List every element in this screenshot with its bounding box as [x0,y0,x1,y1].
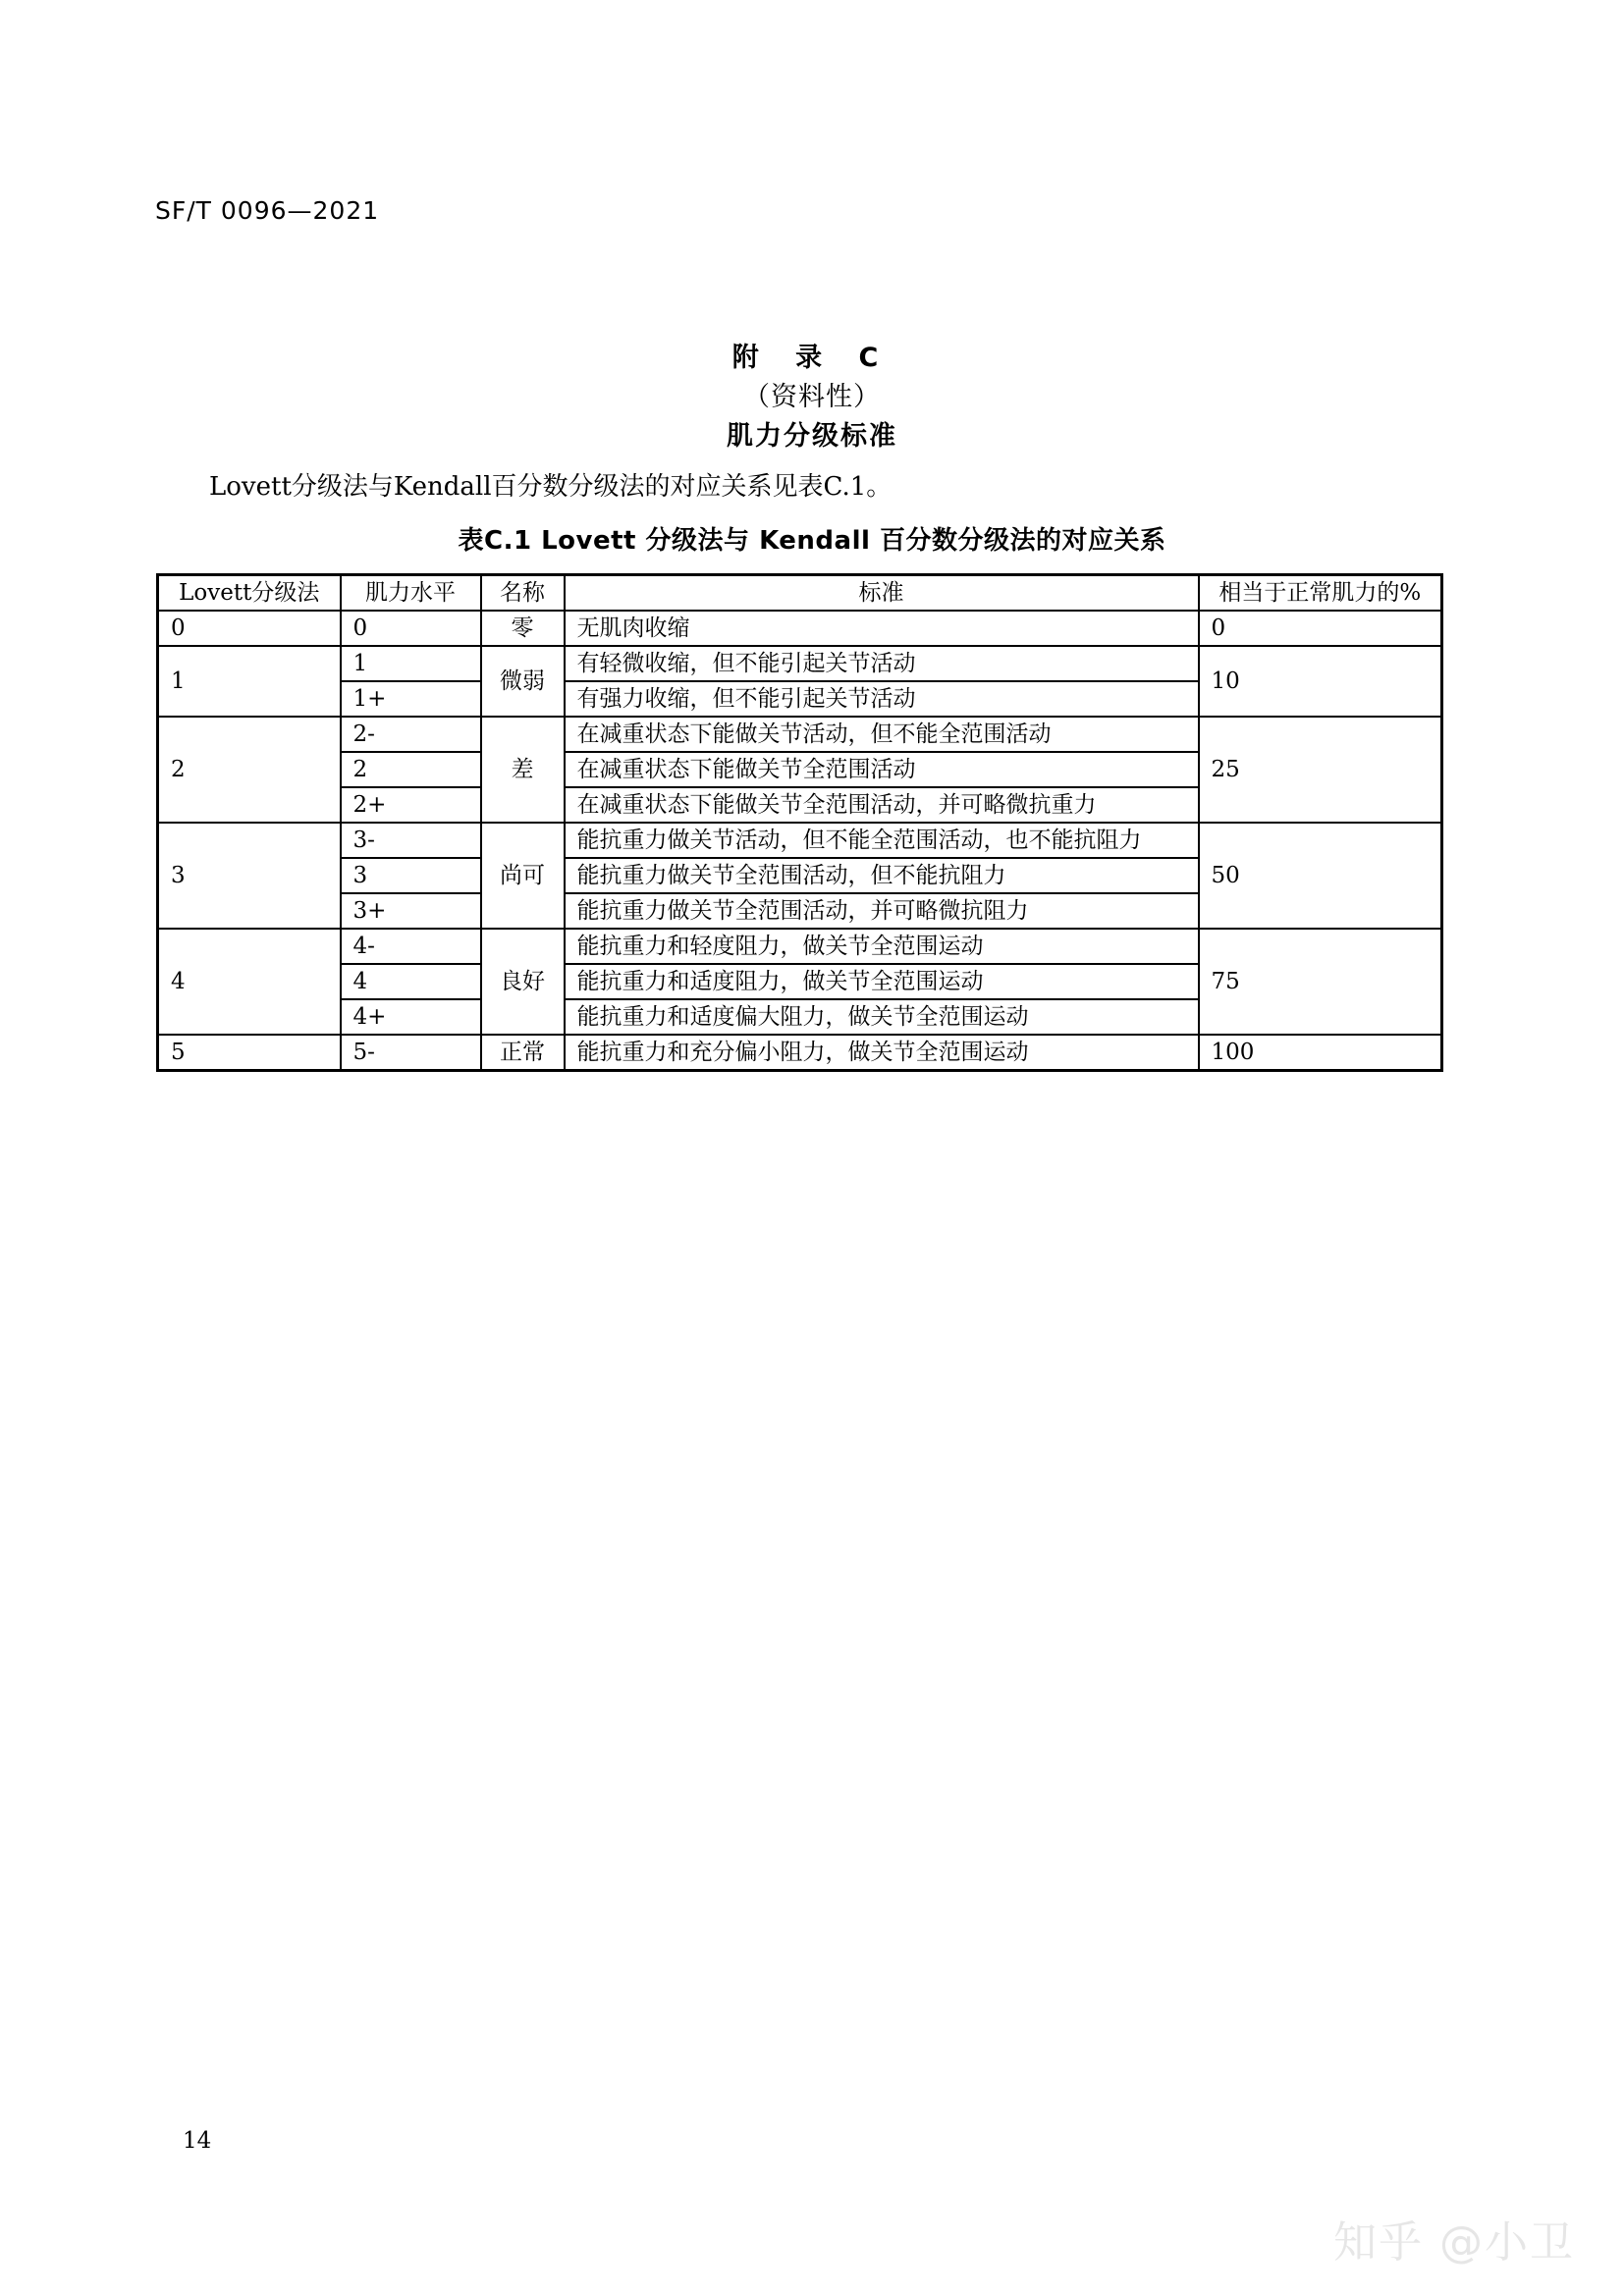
intro-paragraph: Lovett分级法与Kendall百分数分级法的对应关系见表C.1。 [209,472,893,502]
cell-standard: 能抗重力和充分偏小阻力，做关节全范围运动 [565,1035,1199,1071]
watermark: 知乎 @小卫 [1333,2217,1575,2268]
cell-standard: 有强力收缩，但不能引起关节活动 [565,681,1199,717]
cell-strength-level: 1+ [341,681,481,717]
table-row [158,823,1442,858]
table-row [158,717,1442,752]
cell-standard: 能抗重力做关节全范围活动，但不能抗阻力 [565,858,1199,893]
cell-strength-level: 4- [341,929,481,964]
cell-standard: 有轻微收缩，但不能引起关节活动 [565,646,1199,681]
cell-grade-name: 差 [481,717,565,823]
cell-percent: 10 [1199,646,1442,717]
table-header-row [158,575,1442,612]
table-row [158,1035,1442,1071]
column-header-percent: 相当于正常肌力的% [1199,575,1442,612]
cell-standard: 能抗重力做关节活动，但不能全范围活动，也不能抗阻力 [565,823,1199,858]
cell-strength-level: 3 [341,858,481,893]
cell-strength-level: 5- [341,1035,481,1071]
cell-strength-level: 3+ [341,893,481,929]
table-row [158,646,1442,681]
cell-strength-level: 2- [341,717,481,752]
cell-standard: 能抗重力和适度阻力，做关节全范围运动 [565,964,1199,999]
cell-standard: 无肌肉收缩 [565,611,1199,646]
cell-strength-level: 2+ [341,787,481,823]
cell-percent: 75 [1199,929,1442,1035]
table-caption: 表C.1 Lovett 分级法与 Kendall 百分数分级法的对应关系 [458,526,1166,556]
cell-strength-level: 2 [341,752,481,787]
cell-standard: 能抗重力做关节全范围活动，并可略微抗阻力 [565,893,1199,929]
cell-strength-level: 4 [341,964,481,999]
cell-standard: 在减重状态下能做关节全范围活动 [565,752,1199,787]
cell-strength-level: 4+ [341,999,481,1035]
cell-strength-level: 0 [341,611,481,646]
column-header-level: 肌力水平 [341,575,481,612]
cell-grade-name: 良好 [481,929,565,1035]
cell-standard: 在减重状态下能做关节活动，但不能全范围活动 [565,717,1199,752]
cell-percent: 0 [1199,611,1442,646]
cell-lovett-grade: 5 [158,1035,341,1071]
cell-grade-name: 尚可 [481,823,565,929]
cell-grade-name: 零 [481,611,565,646]
cell-strength-level: 1 [341,646,481,681]
cell-strength-level: 3- [341,823,481,858]
cell-standard: 能抗重力和轻度阻力，做关节全范围运动 [565,929,1199,964]
appendix-title: 附 录 C [731,343,893,373]
cell-standard: 在减重状态下能做关节全范围活动，并可略微抗重力 [565,787,1199,823]
cell-grade-name: 正常 [481,1035,565,1071]
cell-percent: 100 [1199,1035,1442,1071]
column-header-lovett: Lovett分级法 [158,575,341,612]
appendix-subtitle: （资料性） [743,382,881,412]
column-header-name: 名称 [481,575,565,612]
appendix-heading: 肌力分级标准 [727,421,897,452]
page-number: 14 [183,2128,212,2154]
document-code: SF/T 0096—2021 [155,196,380,225]
cell-percent: 25 [1199,717,1442,823]
cell-lovett-grade: 2 [158,717,341,823]
column-header-standard: 标准 [565,575,1199,612]
appendix-header [0,339,1624,456]
muscle-grade-table [156,573,1443,1072]
cell-lovett-grade: 4 [158,929,341,1035]
cell-percent: 50 [1199,823,1442,929]
cell-lovett-grade: 1 [158,646,341,717]
table-row [158,929,1442,964]
cell-lovett-grade: 3 [158,823,341,929]
table-row [158,611,1442,646]
cell-lovett-grade: 0 [158,611,341,646]
cell-standard: 能抗重力和适度偏大阻力，做关节全范围运动 [565,999,1199,1035]
cell-grade-name: 微弱 [481,646,565,717]
